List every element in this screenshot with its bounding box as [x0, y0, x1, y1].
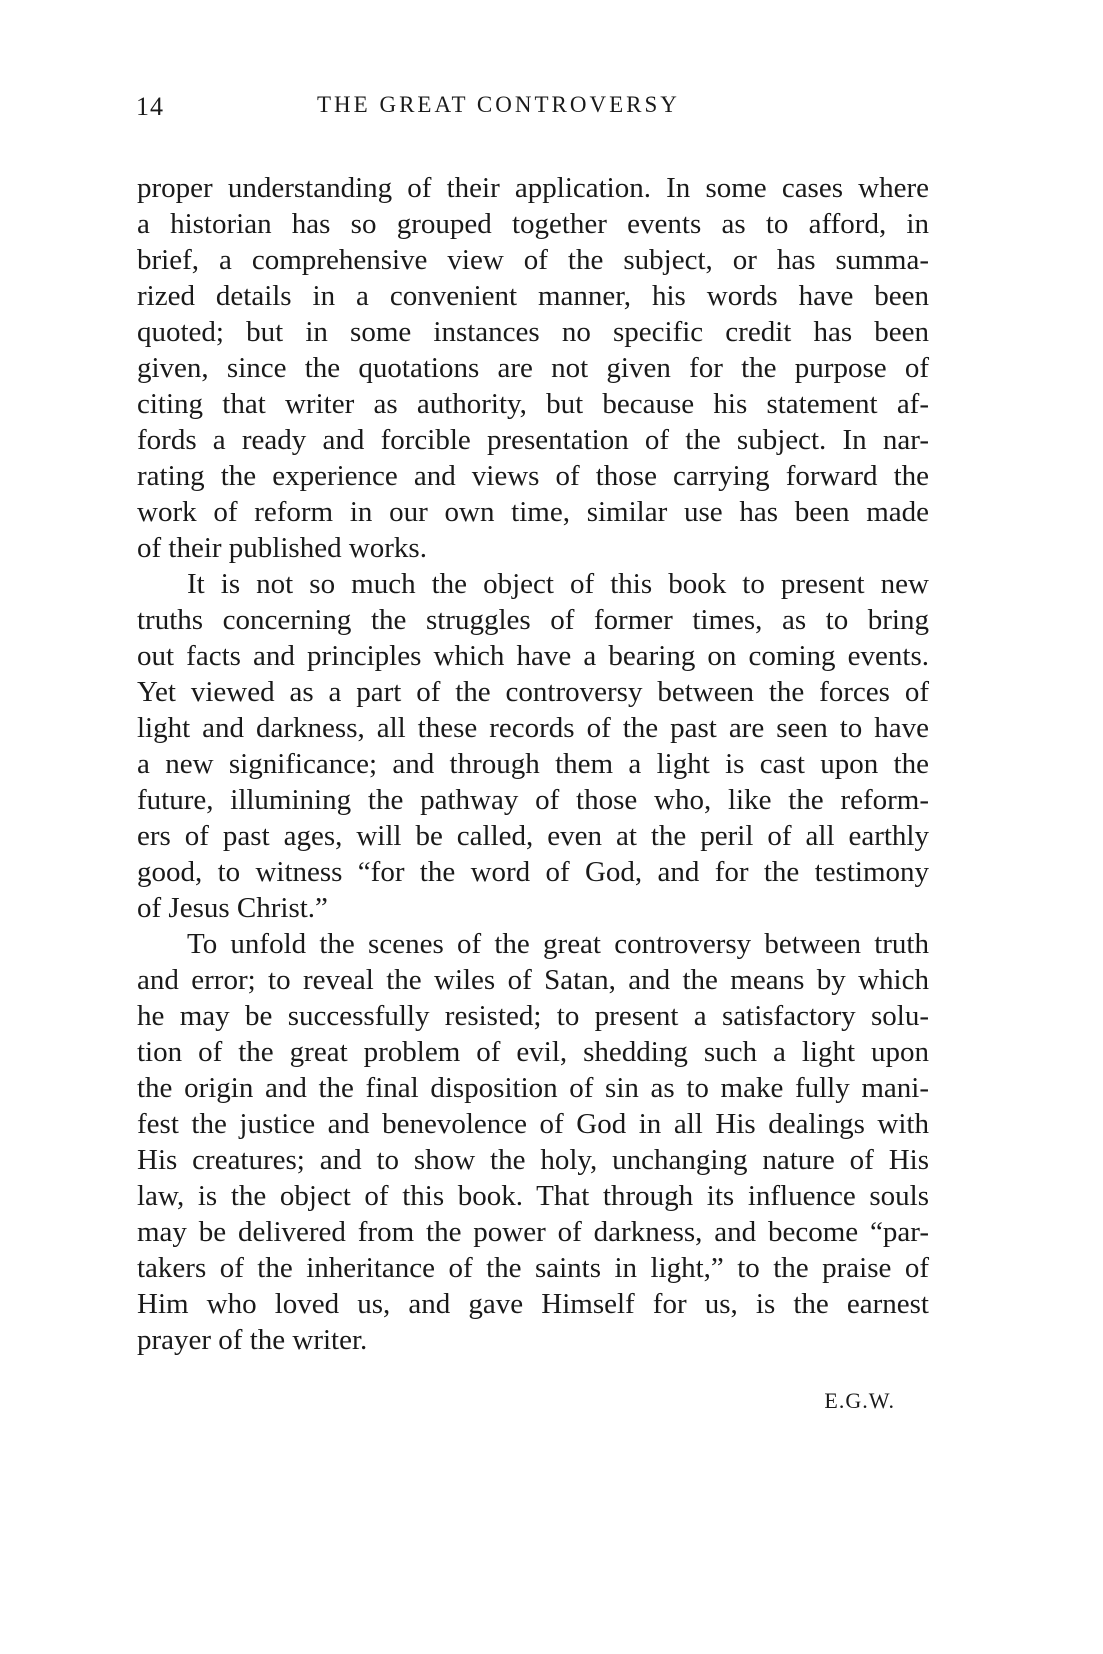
text-line: quoted; but in some instances no specific credit has been — [137, 316, 929, 348]
text-line: It is not so much the object of this book to present new — [187, 568, 929, 600]
text-line: Him who loved us, and gave Himself for us, is the earnest — [137, 1288, 929, 1320]
text-line: prayer of the writer. — [137, 1324, 368, 1356]
text-line: out facts and principles which have a bearing on coming events. — [137, 640, 929, 672]
text-line: takers of the inheritance of the saints in light,” to the praise of — [137, 1252, 929, 1284]
text-line: rized details in a convenient manner, his words have been — [137, 280, 929, 312]
page-number: 14 — [136, 92, 164, 121]
text-line: citing that writer as authority, but because his statement af- — [137, 388, 929, 420]
text-line: ers of past ages, will be called, even at the peril of all earthly — [137, 820, 929, 852]
text-line: and error; to reveal the wiles of Satan, and the means by which — [137, 964, 929, 996]
text-line: To unfold the scenes of the great controversy between truth — [187, 928, 929, 960]
text-line: brief, a comprehensive view of the subject, or has summa- — [137, 244, 929, 276]
text-line: light and darkness, all these records of the past are seen to have — [137, 712, 929, 744]
text-line: Yet viewed as a part of the controversy between the forces of — [137, 676, 929, 708]
text-line: a historian has so grouped together events as to afford, in — [137, 208, 929, 240]
paragraph — [137, 566, 929, 926]
text-line: of their published works. — [137, 532, 427, 564]
author-signature: E.G.W. — [824, 1388, 895, 1413]
text-line: rating the experience and views of those carrying forward the — [137, 460, 929, 492]
text-line: good, to witness “for the word of God, and for the testimony — [137, 856, 929, 888]
running-head — [136, 92, 936, 128]
text-line: fest the justice and benevolence of God in all His dealings with — [137, 1108, 929, 1140]
text-line: a new significance; and through them a light is cast upon the — [137, 748, 929, 780]
text-line: His creatures; and to show the holy, unchanging nature of His — [137, 1144, 929, 1176]
text-line: work of reform in our own time, similar use has been made — [137, 496, 929, 528]
text-line: he may be successfully resisted; to present a satisfactory solu- — [137, 1000, 929, 1032]
text-line: future, illumining the pathway of those who, like the reform- — [137, 784, 929, 816]
paragraph — [137, 926, 929, 1358]
text-line: tion of the great problem of evil, shedding such a light upon — [137, 1036, 929, 1068]
text-line: proper understanding of their application. In some cases where — [137, 172, 929, 204]
running-title: THE GREAT CONTROVERSY — [317, 92, 680, 117]
body-text — [137, 170, 929, 1358]
text-line: fords a ready and forcible presentation of the subject. In nar- — [137, 424, 929, 456]
text-line: law, is the object of this book. That through its influence souls — [137, 1180, 929, 1212]
text-line: the origin and the final disposition of sin as to make fully mani- — [137, 1072, 929, 1104]
text-line: may be delivered from the power of darkness, and become “par- — [137, 1216, 929, 1248]
paragraph — [137, 170, 929, 566]
text-line: truths concerning the struggles of former times, as to bring — [137, 604, 929, 636]
text-line: of Jesus Christ.” — [137, 892, 328, 924]
text-line: given, since the quotations are not given for the purpose of — [137, 352, 929, 384]
